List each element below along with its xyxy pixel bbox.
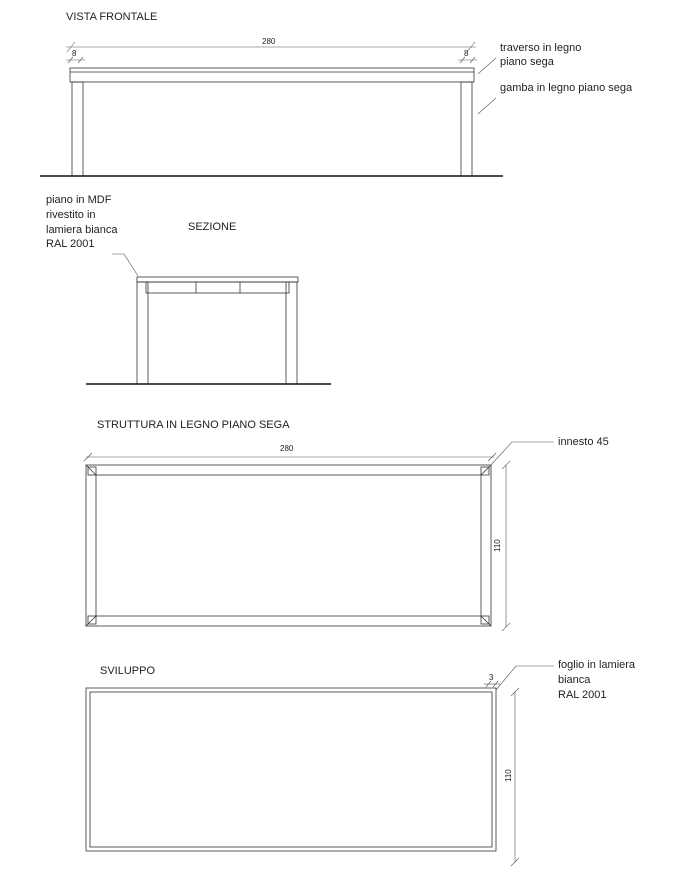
sheet-note-line-1: foglio in lamiera	[558, 659, 636, 671]
joint-leader	[490, 442, 554, 466]
structure-title: STRUTTURA IN LEGNO PIANO SEGA	[97, 419, 290, 431]
development-width-label: 110	[504, 769, 513, 782]
front-tabletop	[70, 68, 474, 82]
front-right-leg-dimension	[458, 49, 477, 63]
front-left-leg	[72, 82, 83, 176]
sheet-note-line-2: bianca	[558, 674, 591, 686]
development-fold-dimension	[484, 673, 500, 687]
section-note-line-2: rivestito in	[46, 209, 96, 221]
section-view	[46, 194, 331, 384]
section-left-leg	[137, 282, 148, 384]
structure-plan	[84, 419, 609, 631]
structure-outer-frame	[86, 465, 491, 626]
development-inner-sheet	[90, 692, 492, 847]
joint-note: innesto 45	[558, 436, 609, 448]
rail-leader	[478, 58, 496, 74]
section-title: SEZIONE	[188, 221, 237, 233]
section-leader	[112, 254, 138, 276]
structure-length-dimension	[84, 444, 496, 461]
structure-mitre-joints	[86, 465, 491, 626]
development-plan	[86, 659, 636, 866]
section-note-line-4: RAL 2001	[46, 238, 95, 250]
development-width-dimension	[504, 688, 519, 866]
front-length-label: 280	[262, 37, 276, 46]
front-view-title: VISTA FRONTALE	[66, 11, 158, 23]
rail-note-line-2: piano sega	[500, 56, 554, 68]
structure-inner-frame	[96, 475, 481, 616]
front-right-leg-label: 8	[464, 49, 469, 58]
leg-note: gamba in legno piano sega	[500, 82, 633, 94]
section-rail	[146, 282, 289, 293]
rail-note-line-1: traverso in legno	[500, 42, 582, 54]
development-outer-sheet	[86, 688, 496, 851]
structure-width-label: 110	[493, 539, 502, 552]
front-left-leg-dimension	[66, 49, 85, 63]
front-view	[40, 11, 633, 176]
section-note-line-1: piano in MDF	[46, 194, 112, 206]
development-fold-label: 3	[489, 673, 494, 682]
sheet-leader	[496, 666, 554, 690]
sheet-note-line-3: RAL 2001	[558, 689, 607, 701]
section-tabletop	[137, 277, 298, 282]
development-title: SVILUPPO	[100, 665, 156, 677]
structure-length-label: 280	[280, 444, 294, 453]
structure-width-dimension	[493, 461, 510, 631]
front-right-leg	[461, 82, 472, 176]
leg-leader	[478, 98, 496, 114]
section-right-leg	[286, 282, 297, 384]
front-length-dimension	[66, 37, 476, 52]
front-left-leg-label: 8	[72, 49, 77, 58]
section-note-line-3: lamiera bianca	[46, 224, 118, 236]
